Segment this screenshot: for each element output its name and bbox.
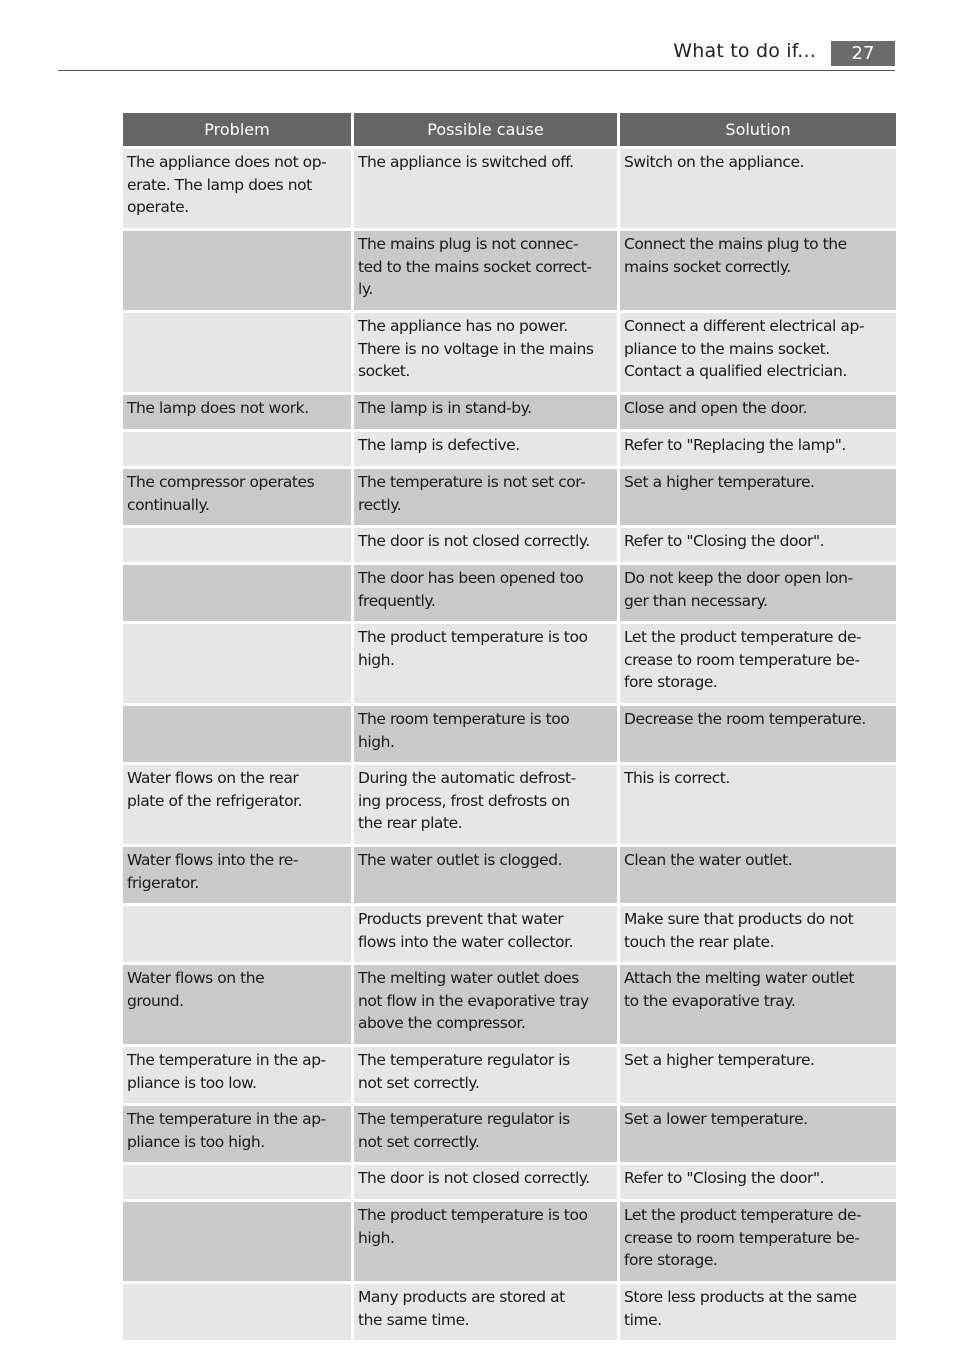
solution-cell: Switch on the appliance. — [620, 149, 896, 228]
solution-cell: Attach the melting water outlet to the evaporative tray. — [620, 965, 896, 1044]
table-row — [123, 765, 896, 844]
solution-cell: Make sure that products do not touch the rear plate. — [620, 906, 896, 962]
cause-cell: The temperature regulator is not set correctly. — [354, 1047, 617, 1103]
solution-cell: This is correct. — [620, 765, 896, 844]
cause-cell: The mains plug is not connec- ted to the mains socket correct- ly. — [354, 231, 617, 310]
problem-cell — [123, 1165, 351, 1199]
page-number-badge: 27 — [831, 41, 895, 66]
column-header-problem: Problem — [123, 113, 351, 146]
table-row — [123, 706, 896, 762]
table-row — [123, 1165, 896, 1199]
cause-cell: The door has been opened too frequently. — [354, 565, 617, 621]
solution-cell: Store less products at the same time. — [620, 1284, 896, 1340]
cause-cell: The temperature regulator is not set correctly. — [354, 1106, 617, 1162]
table-row — [123, 906, 896, 962]
cause-cell: The temperature is not set cor- rectly. — [354, 469, 617, 525]
solution-cell: Set a higher temperature. — [620, 1047, 896, 1103]
problem-cell: The appliance does not op- erate. The lamp does not operate. — [123, 149, 351, 228]
problem-cell: Water flows on the rear plate of the refrigerator. — [123, 765, 351, 844]
table-row — [123, 847, 896, 903]
problem-cell — [123, 313, 351, 392]
cause-cell: The room temperature is too high. — [354, 706, 617, 762]
solution-cell: Set a higher temperature. — [620, 469, 896, 525]
problem-cell — [123, 432, 351, 466]
table-row — [123, 965, 896, 1044]
cause-cell: The melting water outlet does not flow in the evaporative tray above the compressor. — [354, 965, 617, 1044]
solution-cell: Set a lower temperature. — [620, 1106, 896, 1162]
table-row — [123, 1202, 896, 1281]
column-header-cause: Possible cause — [354, 113, 617, 146]
solution-cell: Decrease the room temperature. — [620, 706, 896, 762]
problem-cell: Water flows on the ground. — [123, 965, 351, 1044]
solution-cell: Do not keep the door open lon- ger than necessary. — [620, 565, 896, 621]
table-row — [123, 432, 896, 466]
problem-cell — [123, 906, 351, 962]
table-row — [123, 1106, 896, 1162]
cause-cell: During the automatic defrost- ing process, frost defrosts on the rear plate. — [354, 765, 617, 844]
cause-cell: The lamp is in stand-by. — [354, 395, 617, 429]
table-row — [123, 231, 896, 310]
solution-cell: Refer to "Closing the door". — [620, 528, 896, 562]
table-row — [123, 469, 896, 525]
solution-cell: Let the product temperature de- crease to room temperature be- fore storage. — [620, 1202, 896, 1281]
section-title: What to do if... — [673, 40, 816, 62]
solution-cell: Let the product temperature de- crease to room temperature be- fore storage. — [620, 624, 896, 703]
column-header-solution: Solution — [620, 113, 896, 146]
cause-cell: The lamp is defective. — [354, 432, 617, 466]
cause-cell: Products prevent that water flows into the water collector. — [354, 906, 617, 962]
solution-cell: Refer to "Closing the door". — [620, 1165, 896, 1199]
solution-cell: Clean the water outlet. — [620, 847, 896, 903]
problem-cell — [123, 1284, 351, 1340]
problem-cell: The temperature in the ap- pliance is too high. — [123, 1106, 351, 1162]
cause-cell: The appliance has no power. There is no voltage in the mains socket. — [354, 313, 617, 392]
table-row — [123, 149, 896, 228]
cause-cell: Many products are stored at the same time. — [354, 1284, 617, 1340]
header-divider — [58, 70, 895, 71]
cause-cell: The door is not closed correctly. — [354, 1165, 617, 1199]
solution-cell: Connect the mains plug to the mains socket correctly. — [620, 231, 896, 310]
problem-cell — [123, 624, 351, 703]
table-header-row — [123, 113, 896, 146]
cause-cell: The product temperature is too high. — [354, 1202, 617, 1281]
cause-cell: The water outlet is clogged. — [354, 847, 617, 903]
solution-cell: Close and open the door. — [620, 395, 896, 429]
problem-cell: The compressor operates continually. — [123, 469, 351, 525]
table-row — [123, 313, 896, 392]
problem-cell — [123, 706, 351, 762]
cause-cell: The appliance is switched off. — [354, 149, 617, 228]
problem-cell: The lamp does not work. — [123, 395, 351, 429]
problem-cell — [123, 565, 351, 621]
problem-cell — [123, 1202, 351, 1281]
table-row — [123, 1284, 896, 1340]
table-body — [123, 149, 896, 1340]
table-row — [123, 528, 896, 562]
problem-cell: The temperature in the ap- pliance is too low. — [123, 1047, 351, 1103]
problem-cell — [123, 231, 351, 310]
table-row — [123, 1047, 896, 1103]
table-row — [123, 565, 896, 621]
problem-cell — [123, 528, 351, 562]
cause-cell: The door is not closed correctly. — [354, 528, 617, 562]
solution-cell: Refer to "Replacing the lamp". — [620, 432, 896, 466]
solution-cell: Connect a different electrical ap- pliance to the mains socket. Contact a qualified electrician. — [620, 313, 896, 392]
cause-cell: The product temperature is too high. — [354, 624, 617, 703]
troubleshooting-table — [120, 110, 899, 1343]
problem-cell: Water flows into the re- frigerator. — [123, 847, 351, 903]
table-row — [123, 395, 896, 429]
table-row — [123, 624, 896, 703]
